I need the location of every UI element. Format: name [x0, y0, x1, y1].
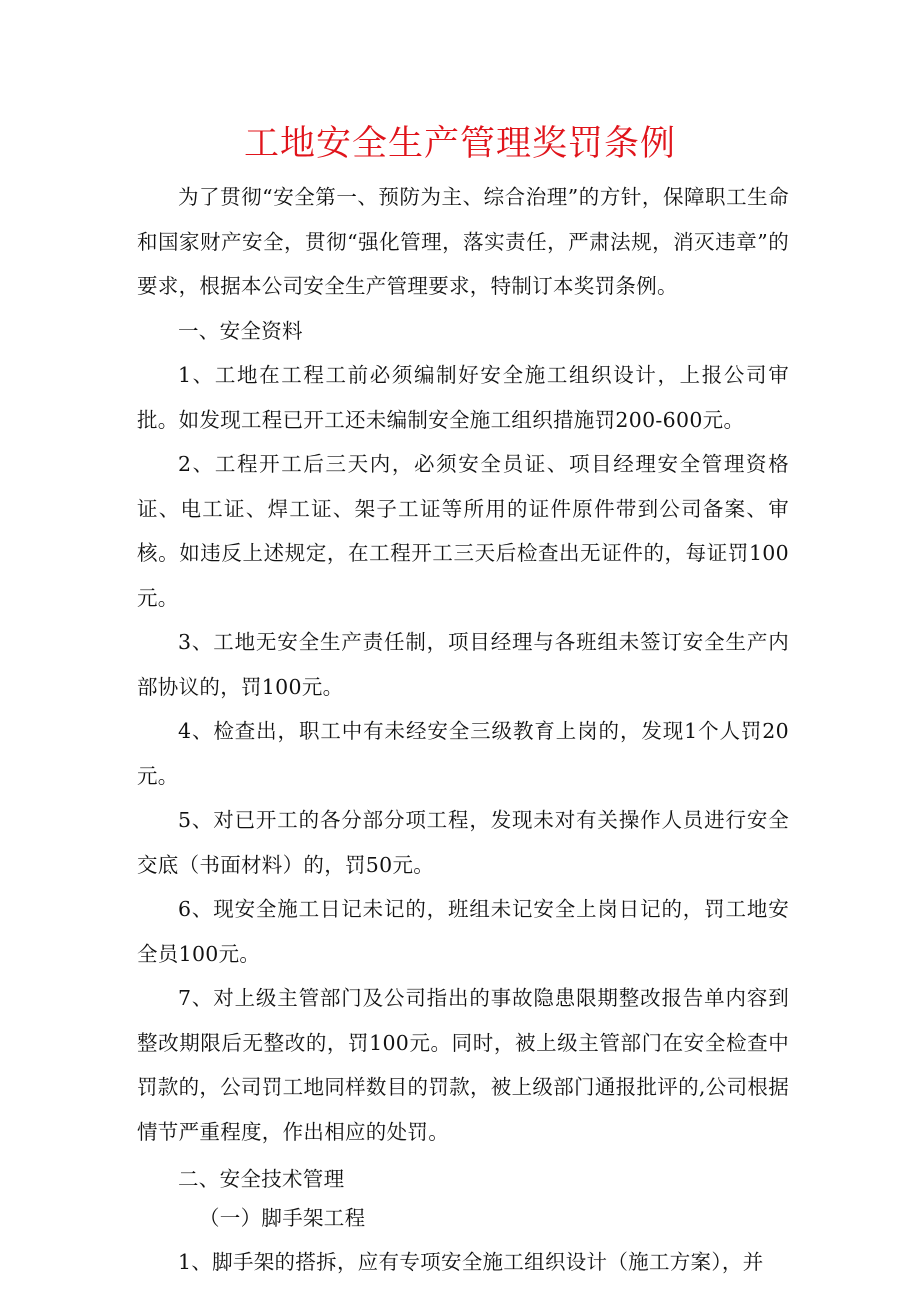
- document-title: 工地安全生产管理奖罚条例: [243, 124, 676, 164]
- section-heading-safety-documents: 一、安全资料: [178, 318, 303, 343]
- intro-paragraph: 为了贯彻“安全第一、预防为主、综合治理”的方针，保障职工生命和国家财产安全，贯彻“强化管理，落实责任，严肃法规，消灭违章”的要求，根据本公司安全生产管理要求，特制订本奖罚条例。: [137, 185, 789, 298]
- section-heading-technical-management: 二、安全技术管理: [178, 1167, 345, 1191]
- clause-1: 1、工地在工程工前必须编制好安全施工组织设计，上报公司审批。如发现工程已开工还未编制安全施工组织措施罚200-600元。: [137, 363, 789, 432]
- clause-5: 5、对已开工的各分部分项工程，发现未对有关操作人员进行安全交底（书面材料）的，罚50元。: [137, 808, 789, 877]
- document-body: [137, 175, 789, 1285]
- clause-4: 4、检查出，职工中有未经安全三级教育上岗的，发现1个人罚20元。: [137, 719, 789, 788]
- clause-7: 7、对上级主管部门及公司指出的事故隐患限期整改报告单内容到整改期限后无整改的，罚100元。同时，被上级主管部门在安全检查中罚款的，公司罚工地同样数目的罚款，被上级部门通报批评的,公司根据情节严重程度，作出相应的处罚。: [137, 986, 789, 1144]
- subsection-heading-scaffolding: （一）脚手架工程: [199, 1205, 366, 1230]
- clause-2: 2、工程开工后三天内，必须安全员证、项目经理安全管理资格证、电工证、焊工证、架子工证等所用的证件原件带到公司备案、审核。如违反上述规定，在工程开工三天后检查出无证件的，每证罚100元。: [137, 452, 789, 610]
- clause-6: 6、现安全施工日记未记的，班组未记安全上岗日记的，罚工地安全员100元。: [137, 897, 789, 966]
- clause-3: 3、工地无安全生产责任制，项目经理与各班组未签订安全生产内部协议的，罚100元。: [137, 630, 789, 699]
- scaffolding-clause-1: 1、脚手架的搭拆，应有专项安全施工组织设计（施工方案），并: [178, 1250, 764, 1274]
